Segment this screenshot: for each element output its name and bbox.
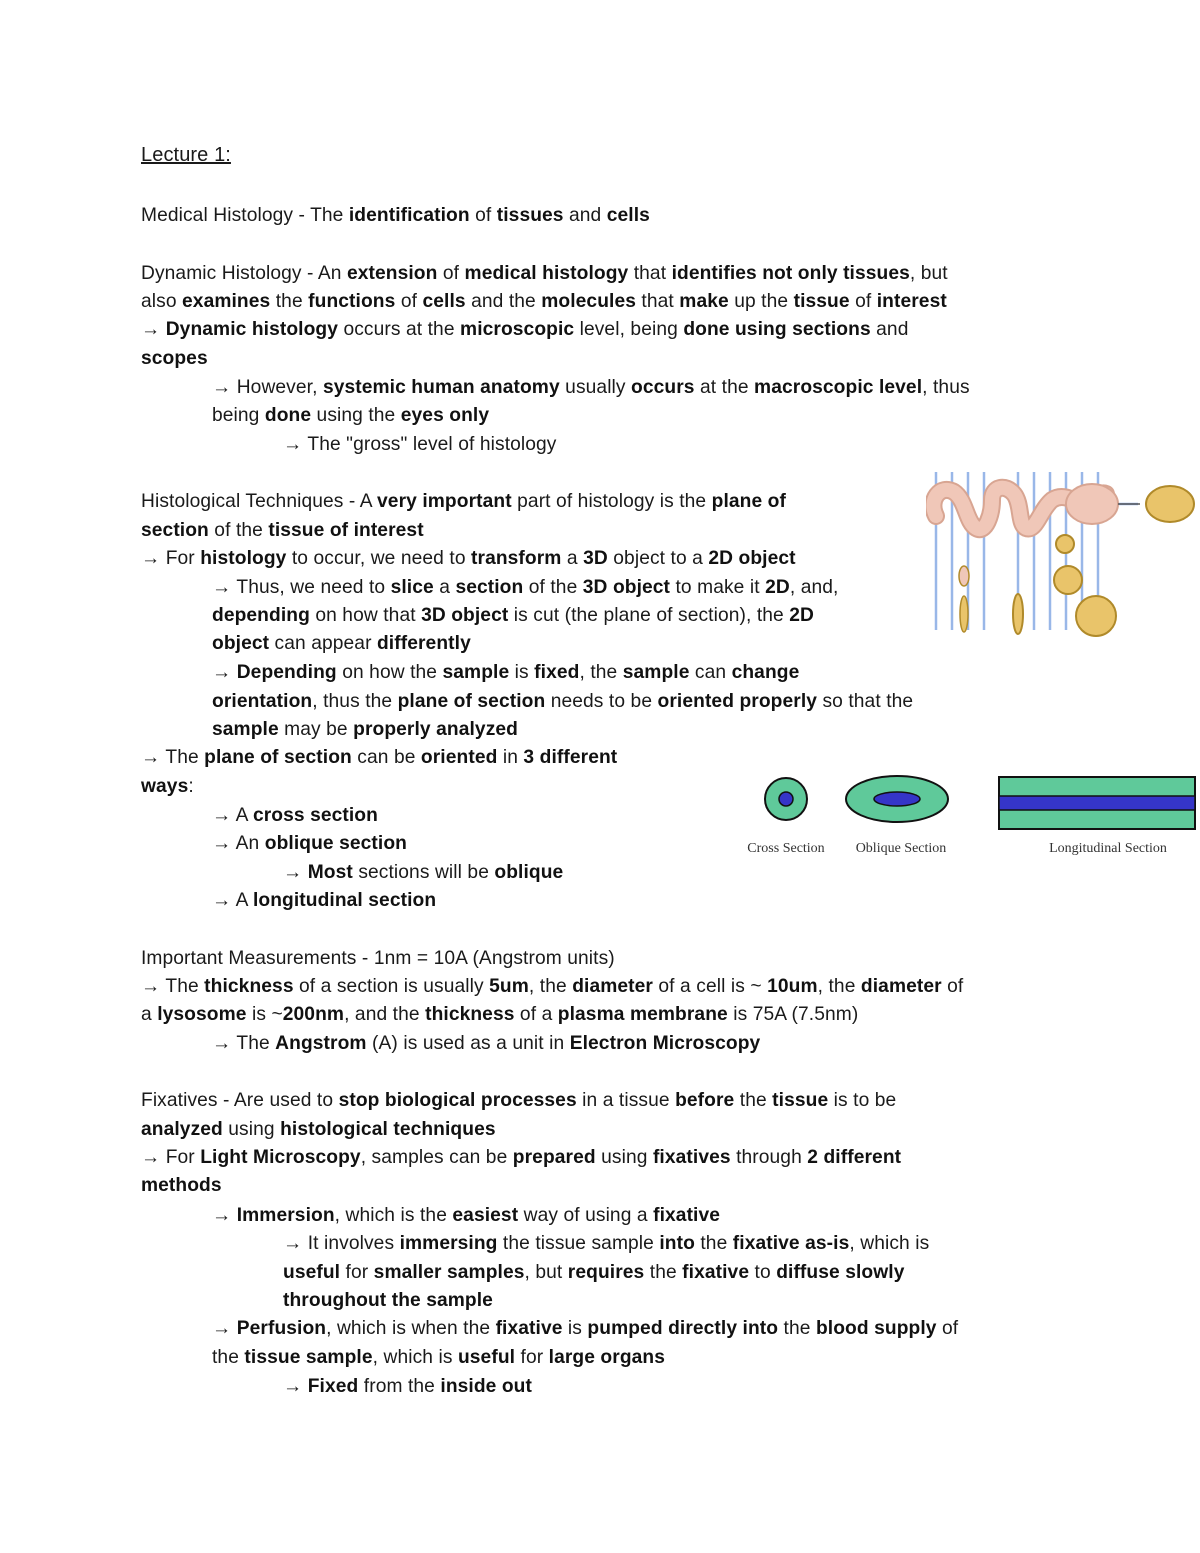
text-line: object can appear differently bbox=[212, 633, 471, 654]
text-line: → A longitudinal section bbox=[212, 890, 437, 911]
section-types-figure bbox=[736, 772, 1200, 864]
text-line: methods bbox=[141, 1175, 222, 1196]
yellow-sphere-large bbox=[1146, 486, 1194, 522]
text-line: depending on how that 3D object is cut (the plane of section), the 2D bbox=[212, 605, 814, 626]
text-line: useful for smaller samples, but requires the fixative to diffuse slowly bbox=[283, 1262, 905, 1283]
text-line: analyzed using histological techniques bbox=[141, 1119, 496, 1140]
cross-section-diagram bbox=[765, 778, 807, 820]
text-line: orientation, thus the plane of section needs to be oriented properly so that the bbox=[212, 691, 914, 712]
tube-cut-piece bbox=[960, 596, 968, 632]
tube-cut-piece bbox=[959, 566, 969, 586]
text-line: → The "gross" level of histology bbox=[283, 434, 557, 455]
text-line: ways: bbox=[141, 776, 194, 797]
text-line: also examines the functions of cells and the molecules that make up the tissue of interest bbox=[141, 291, 947, 312]
yellow-disk bbox=[1054, 566, 1082, 594]
text-line: scopes bbox=[141, 348, 208, 369]
text-line: Dynamic Histology - An extension of medical histology that identifies not only tissues, but bbox=[141, 263, 948, 284]
text-line: throughout the sample bbox=[283, 1290, 493, 1311]
oblique-section-caption: Oblique Section bbox=[855, 841, 947, 856]
text-line: Histological Techniques - A very important part of histology is the plane of bbox=[141, 491, 786, 512]
text-line: → Immersion, which is the easiest way of using a fixative bbox=[212, 1205, 721, 1226]
text-line: → Thus, we need to slice a section of the 3D object to make it 2D, and, bbox=[212, 577, 839, 598]
text-line: → The Angstrom (A) is used as a unit in Electron Microscopy bbox=[212, 1033, 761, 1054]
text-line: → An oblique section bbox=[212, 833, 407, 854]
tube-plane-figure bbox=[926, 470, 1198, 642]
text-line: → For histology to occur, we need to transform a 3D object to a 2D object bbox=[141, 548, 796, 569]
text-line: the tissue sample, which is useful for large organs bbox=[212, 1347, 666, 1368]
text-line: → Depending on how the sample is fixed, the sample can change bbox=[212, 662, 800, 683]
longitudinal-section-diagram bbox=[999, 777, 1195, 829]
text-line: Fixatives - Are used to stop biological processes in a tissue before the tissue is to be bbox=[141, 1090, 897, 1111]
text-line: → Perfusion, which is when the fixative is pumped directly into the blood supply of bbox=[212, 1318, 959, 1339]
text-line: being done using the eyes only bbox=[212, 405, 490, 426]
text-line: → Fixed from the inside out bbox=[283, 1376, 532, 1397]
text-line: Medical Histology - The identification of tissues and cells bbox=[141, 205, 650, 226]
lecture-title: Lecture 1: bbox=[141, 144, 231, 166]
longitudinal-section-caption: Longitudinal Section bbox=[1049, 841, 1167, 856]
text-line: section of the tissue of interest bbox=[141, 520, 424, 541]
pink-ovoid bbox=[1066, 484, 1118, 524]
text-line: a lysosome is ~200nm, and the thickness of a plasma membrane is 75A (7.5nm) bbox=[141, 1004, 859, 1025]
text-line: → However, systemic human anatomy usually occurs at the macroscopic level, thus bbox=[212, 377, 970, 398]
text-line: → Dynamic histology occurs at the microscopic level, being done using sections and bbox=[141, 319, 909, 340]
text-line: Important Measurements - 1nm = 10A (Angstrom units) bbox=[141, 948, 615, 969]
text-line: sample may be properly analyzed bbox=[212, 719, 518, 740]
yellow-disk bbox=[1076, 596, 1116, 636]
text-line: → The thickness of a section is usually 5um, the diameter of a cell is ~ 10um, the diameter of bbox=[141, 976, 964, 997]
text-line: → For Light Microscopy, samples can be prepared using fixatives through 2 different bbox=[141, 1147, 902, 1168]
cross-section-caption: Cross Section bbox=[747, 841, 825, 856]
oblique-section-diagram bbox=[846, 776, 948, 822]
text-line: → A cross section bbox=[212, 805, 378, 826]
yellow-sphere bbox=[1056, 535, 1074, 553]
text-line: → Most sections will be oblique bbox=[283, 862, 564, 883]
text-line: → The plane of section can be oriented in 3 different bbox=[141, 747, 618, 768]
yellow-slice bbox=[1013, 594, 1023, 634]
text-line: → It involves immersing the tissue sample into the fixative as-is, which is bbox=[283, 1233, 930, 1254]
